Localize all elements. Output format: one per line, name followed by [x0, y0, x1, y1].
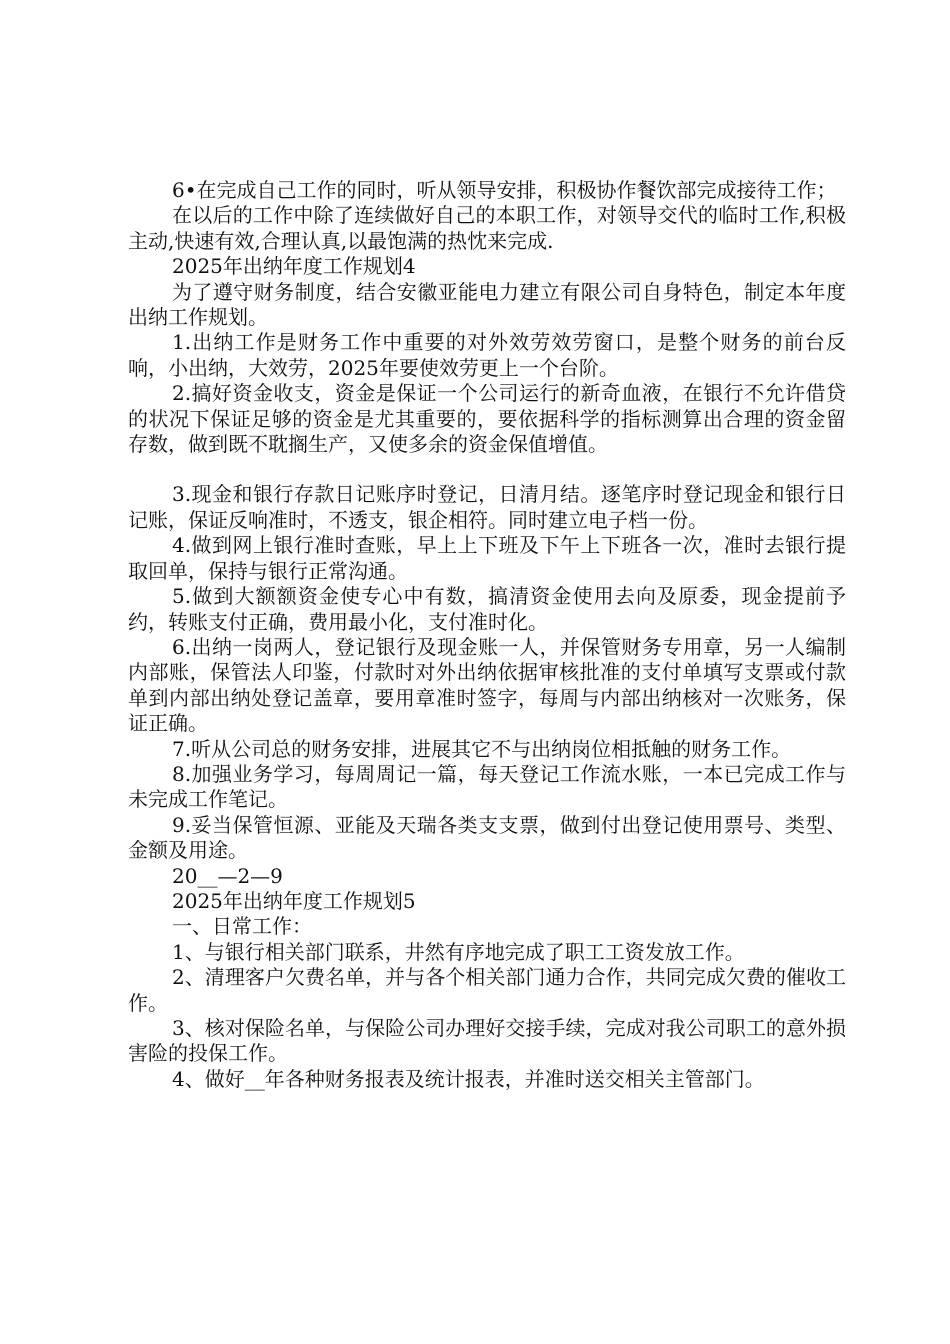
paragraph: 6•在完成自己工作的同时，听从领导安排，积极协作餐饮部完成接待工作； — [172, 178, 837, 202]
list-item: 4、做好__年各种财务报表及统计报表，并准时送交相关主管部门。 — [172, 1066, 765, 1091]
list-item: 1.出纳工作是财务工作中重要的对外效劳效劳窗口，是整个财务的前台反响，小出纳，大效劳，2025年要使效劳更上一个台阶。 — [128, 330, 846, 380]
section-heading: 2025年出纳年度工作规划5 — [172, 888, 416, 913]
section-heading: 2025年出纳年度工作规划4 — [172, 254, 416, 279]
list-item: 8.加强业务学习，每周周记一篇，每天登记工作流水账，一本已完成工作与未完成工作笔记。 — [128, 761, 846, 812]
list-item: 7.听从公司总的财务安排，进展其它不与出纳岗位相抵触的财务工作。 — [172, 736, 792, 761]
blank-line — [128, 457, 846, 482]
document-body — [128, 178, 846, 1092]
subsection-heading: 一、日常工作： — [172, 914, 312, 939]
list-item: 1、与银行相关部门联系，井然有序地完成了职工工资发放工作。 — [172, 939, 745, 964]
list-item: 9.妥当保管恒源、亚能及天瑞各类支支票，做到付出登记使用票号、类型、金额及用途。 — [128, 812, 846, 863]
paragraph: 为了遵守财务制度，结合安徽亚能电力建立有限公司自身特色，制定本年度出纳工作规划。 — [128, 279, 846, 330]
list-item: 3.现金和银行存款日记账序时登记，日清月结。逐笔序时登记现金和银行日记账，保证反响准时，不透支，银企相符。同时建立电子档一份。 — [128, 482, 846, 532]
list-item: 2、清理客户欠费名单，并与各个相关部门通力合作，共同完成欠费的催收工作。 — [128, 965, 846, 1015]
list-item: 5.做到大额额资金使专心中有数，搞清资金使用去向及原委，现金提前予约，转账支付正确，费用最小化，支付准时化。 — [128, 584, 846, 634]
list-item: 2.搞好资金收支，资金是保证一个公司运行的新奇血液，在银行不允许借贷的状况下保证足够的资金是尤其重要的，要依据科学的指标测算出合理的资金留存数，做到既不耽搁生产，又使多余的资金保值增值。 — [128, 381, 846, 457]
list-item: 3、核对保险名单，与保险公司办理好交接手续，完成对我公司职工的意外损害险的投保工作。 — [128, 1016, 846, 1066]
date-line: 20__—2—9 — [172, 863, 283, 888]
list-item: 6.出纳一岗两人，登记银行及现金账一人，并保管财务专用章，另一人编制内部账，保管法人印鉴，付款时对外出纳依据审核批准的支付单填写支票或付款单到内部出纳处登记盖章，要用章准时签字，每周与内部出纳核对一次账务，保证正确。 — [128, 634, 846, 736]
paragraph: 在以后的工作中除了连续做好自己的本职工作，对领导交代的临时工作,积极主动,快速有效,合理认真,以最饱满的热忱来完成. — [128, 203, 846, 253]
list-item: 4.做到网上银行准时查账，早上上下班及下午上下班各一次，准时去银行提取回单，保持与银行正常沟通。 — [128, 533, 846, 583]
